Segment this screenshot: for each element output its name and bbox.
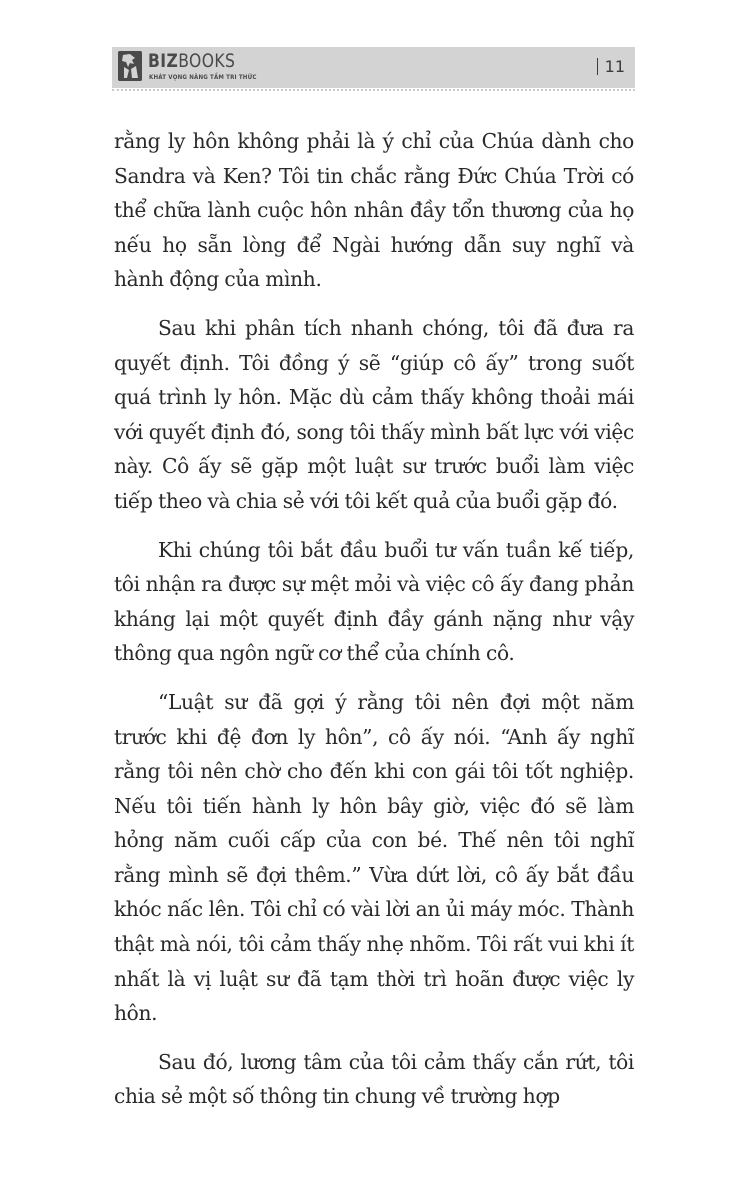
brand-name-light: BOOKS bbox=[178, 50, 236, 72]
brand-name-bold: BIZ bbox=[148, 50, 179, 72]
paragraph: Sau đó, lương tâm của tôi cảm thấy cắn rứt, tôi chia sẻ một số thông tin chung về trường hợp bbox=[114, 1049, 634, 1109]
bizbooks-logo-icon bbox=[118, 51, 142, 81]
header-dotted-rule bbox=[112, 89, 635, 91]
paragraph: Khi chúng tôi bắt đầu buổi tư vấn tuần kế tiếp, tôi nhận ra được sự mệt mỏi và việc cô ấy đang phản kháng lại một quyết định đầy gánh nặng như vậy thông qua ngôn ngữ cơ thể của chính cô. bbox=[114, 537, 634, 666]
page-number bbox=[597, 56, 625, 78]
paragraph: rằng ly hôn không phải là ý chỉ của Chúa dành cho Sandra và Ken? Tôi tin chắc rằng Đức Chúa Trời có thể chữa lành cuộc hôn nhân đầy tổn thương của họ nếu họ sẵn lòng để Ngài hướng dẫn suy nghĩ và hành động của mình. bbox=[114, 129, 634, 292]
page-header bbox=[112, 47, 635, 88]
brand-tagline: KHÁT VỌNG NÂNG TẦM TRI THỨC bbox=[149, 73, 257, 81]
page-number-separator bbox=[597, 58, 598, 75]
page-number-value: 11 bbox=[604, 57, 625, 76]
brand-name bbox=[148, 50, 235, 72]
paragraph: Sau khi phân tích nhanh chóng, tôi đã đưa ra quyết định. Tôi đồng ý sẽ “giúp cô ấy” trong suốt quá trình ly hôn. Mặc dù cảm thấy không thoải mái với quyết định đó, song tôi thấy mình bất lực với việc này. Cô ấy sẽ gặp một luật sư trước buổi làm việc tiếp theo và chia sẻ với tôi kết quả của buổi gặp đó. bbox=[114, 315, 634, 513]
page-body bbox=[114, 124, 634, 1128]
paragraph: “Luật sư đã gợi ý rằng tôi nên đợi một năm trước khi đệ đơn ly hôn”, cô ấy nói. “Anh ấy nghĩ rằng tôi nên chờ cho đến khi con gái tôi tốt nghiệp. Nếu tôi tiến hành ly hôn bây giờ, việc đó sẽ làm hỏng năm cuối cấp của con bé. Thế nên tôi nghĩ rằng mình sẽ đợi thêm.” Vừa dứt lời, cô ấy bắt đầu khóc nấc lên. Tôi chỉ có vài lời an ủi máy móc. Thành thật mà nói, tôi cảm thấy nhẹ nhõm. Tôi rất vui khi ít nhất là vị luật sư đã tạm thời trì hoãn được việc ly hôn. bbox=[114, 689, 634, 1026]
